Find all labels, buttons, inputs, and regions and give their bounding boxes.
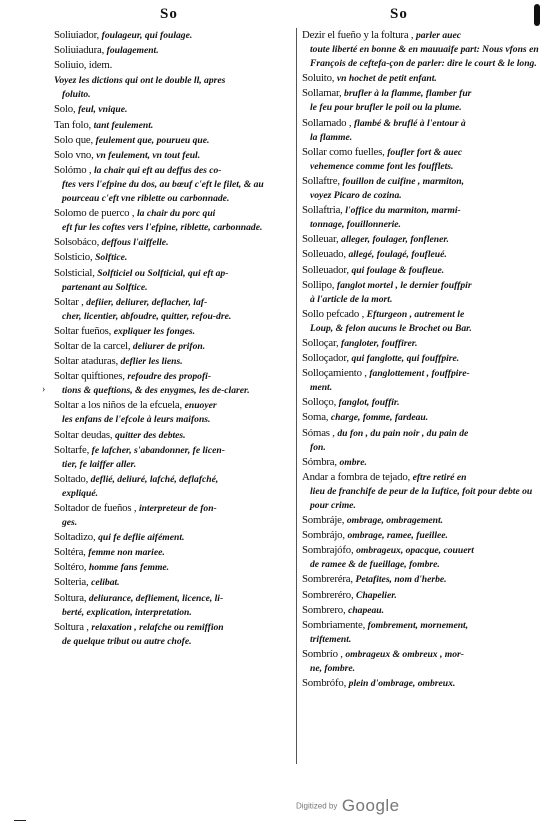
entry-continuation: eft fur les coftes vers l'efpine, riblette, carbonnade. bbox=[62, 222, 263, 234]
entry-headword: Sollo pefcado , bbox=[302, 307, 365, 320]
dictionary-entry bbox=[54, 428, 299, 443]
column-divider bbox=[296, 28, 297, 764]
dictionary-entry bbox=[302, 426, 547, 455]
entry-definition: vn feulement, vn tout feul. bbox=[96, 149, 201, 161]
entry-definition: refoudre des propofi- bbox=[127, 371, 212, 383]
entry-definition: ombrageux & ombreux , mor- bbox=[345, 648, 464, 660]
entry-headword: Sómbra, bbox=[302, 455, 337, 468]
dictionary-entry bbox=[302, 307, 547, 336]
entry-continuation: voyez Picaro de cozina. bbox=[310, 190, 402, 202]
dictionary-entry bbox=[54, 545, 299, 560]
entry-definition: qui fanglotte, qui fouffpire. bbox=[351, 353, 460, 365]
entry-headword: Solo que, bbox=[54, 133, 93, 146]
entry-headword: Soltura , bbox=[54, 620, 89, 633]
entry-headword: Soltéro, bbox=[54, 561, 87, 574]
entry-definition: qui foulage & foufleue. bbox=[351, 264, 445, 276]
entry-definition: l'office du marmiton, marmi- bbox=[345, 205, 461, 217]
dictionary-entry bbox=[54, 73, 299, 102]
dictionary-entry bbox=[302, 618, 547, 647]
dictionary-entry bbox=[54, 58, 299, 73]
entry-continuation: ges. bbox=[62, 517, 78, 529]
dictionary-entry bbox=[302, 174, 547, 203]
entry-headword: Soluito, bbox=[302, 72, 335, 85]
entry-continuation: Loup, & felon aucuns le Brochet ou Bar. bbox=[310, 322, 472, 334]
entry-definition: Solftice. bbox=[95, 252, 128, 264]
dictionary-entry bbox=[54, 443, 299, 472]
entry-continuation: tier, fe laiffer aller. bbox=[62, 458, 137, 470]
dictionary-entry bbox=[54, 398, 299, 427]
entry-headword: Sombrío , bbox=[302, 647, 343, 660]
dictionary-entry bbox=[54, 354, 299, 369]
entry-definition: fouillon de cuifine , marmiton, bbox=[342, 175, 465, 187]
entry-definition: expliquer les fonges. bbox=[113, 325, 196, 337]
entry-headword: Soltura, bbox=[54, 591, 87, 604]
dictionary-entry bbox=[54, 43, 299, 58]
entry-definition: feul, vnique. bbox=[78, 104, 128, 116]
entry-headword: Solloço, bbox=[302, 396, 337, 409]
entry-definition: quitter des debtes. bbox=[114, 429, 186, 441]
entry-definition: femme non mariee. bbox=[88, 547, 165, 559]
entry-continuation: de ramee & de fueillage, fombre. bbox=[310, 559, 440, 571]
entry-definition: fanglot mortel , le dernier fouffpir bbox=[336, 279, 472, 291]
entry-definition: fangloter, fouffirer. bbox=[341, 337, 418, 349]
entry-headword: Sombriamente, bbox=[302, 618, 366, 631]
dictionary-entry bbox=[54, 339, 299, 354]
dictionary-entry bbox=[302, 263, 547, 278]
dictionary-entry bbox=[54, 575, 299, 590]
dictionary-entry bbox=[302, 395, 547, 410]
entry-headword: Dezir el fueño y la foltura , bbox=[302, 29, 414, 41]
entry-definition: foulageur, qui foulage. bbox=[101, 30, 193, 41]
entry-definition: allegé, foulagé, foufleué. bbox=[348, 249, 447, 261]
entry-headword: Sombreréro, bbox=[302, 588, 354, 601]
entry-continuation: foluito. bbox=[62, 89, 91, 101]
entry-headword: Sombrero, bbox=[302, 603, 346, 616]
dictionary-entry bbox=[54, 266, 299, 295]
entry-headword: Sollaftria, bbox=[302, 204, 343, 217]
dictionary-entry bbox=[302, 203, 547, 232]
entry-headword: Solsticial, bbox=[54, 266, 95, 279]
entry-definition: ombrageux, opacque, couuert bbox=[356, 545, 474, 557]
entry-definition: ombrage, ramee, fueillee. bbox=[347, 530, 448, 542]
entry-continuation: ment. bbox=[310, 382, 333, 394]
dictionary-entry bbox=[302, 28, 547, 71]
dictionary-entry bbox=[302, 336, 547, 351]
dictionary-entry bbox=[54, 163, 299, 206]
entry-continuation: triftement. bbox=[310, 633, 352, 645]
entry-definition: homme fans femme. bbox=[88, 562, 170, 574]
entry-definition: flambé & bruflé à l'entour à bbox=[353, 117, 466, 129]
entry-definition: fe lafcher, s'abandonner, fe licen- bbox=[91, 444, 225, 456]
entry-definition: fanglot, fouffir. bbox=[338, 397, 400, 409]
entry-headword: Andar a fombra de tejado, bbox=[302, 470, 411, 483]
dictionary-entry bbox=[302, 470, 547, 513]
entry-headword: Soliuio, idem. bbox=[54, 59, 113, 72]
entry-headword: Soltar ataduras, bbox=[54, 355, 118, 368]
entry-continuation: lieu de franchife de peur de la Iuftice, foit pour debte ou pour crime. bbox=[310, 485, 533, 511]
entry-headword: Solleuar, bbox=[302, 233, 339, 246]
entry-definition: enuoyer bbox=[184, 400, 217, 412]
dictionary-entry bbox=[54, 235, 299, 250]
entry-definition: la chair qui eft au deffus des co- bbox=[93, 164, 222, 176]
entry-headword: Soltar deudas, bbox=[54, 428, 113, 441]
entry-continuation: les enfans de l'efcole à leurs maifons. bbox=[62, 414, 211, 426]
entry-definition: brufler à la flamme, flamber fur bbox=[344, 88, 472, 100]
entry-headword: Soliuiadura, bbox=[54, 44, 105, 57]
running-head-right: So bbox=[390, 6, 408, 22]
entry-definition: celibat. bbox=[91, 577, 120, 589]
dictionary-entry bbox=[54, 369, 299, 398]
entry-continuation: la flamme. bbox=[310, 131, 353, 143]
entry-headword: Solo, bbox=[54, 103, 76, 116]
dictionary-entry bbox=[302, 676, 547, 691]
dictionary-entry bbox=[54, 28, 299, 43]
entry-definition: plein d'ombrage, ombreux. bbox=[348, 678, 456, 690]
dictionary-entry bbox=[54, 472, 299, 501]
dictionary-entry bbox=[302, 588, 547, 603]
entry-headword: Solleuado, bbox=[302, 248, 346, 261]
dictionary-entry bbox=[54, 118, 299, 133]
entry-definition: foulagement. bbox=[106, 45, 159, 57]
entry-headword: Soma, bbox=[302, 411, 329, 424]
entry-definition: feulement que, pourueu que. bbox=[95, 134, 210, 146]
entry-headword: Solsobáco, bbox=[54, 236, 100, 249]
entry-definition: foufler fort & auec bbox=[387, 146, 463, 158]
entry-continuation: cher, licentier, abfoudre, quitter, refou-dre. bbox=[62, 310, 232, 322]
entry-headword: Sollaftre, bbox=[302, 174, 340, 187]
entry-headword: Solómo , bbox=[54, 163, 92, 176]
entry-headword: Solomo de puerco , bbox=[54, 207, 135, 220]
entry-headword: Sombrófo, bbox=[302, 677, 347, 690]
dictionary-entry bbox=[302, 455, 547, 470]
entry-definition: relaxation , relafche ou remiffion bbox=[91, 621, 224, 633]
right-column bbox=[302, 28, 547, 691]
entry-definition: Chapelier. bbox=[356, 589, 397, 601]
entry-continuation: partenant au Solftice. bbox=[62, 281, 148, 293]
dictionary-entry bbox=[54, 102, 299, 117]
entry-headword: Solsticio, bbox=[54, 251, 93, 264]
entry-continuation: tions & queftions, & des enygmes, les de-clarer. bbox=[62, 385, 250, 397]
dictionary-entry bbox=[54, 133, 299, 148]
entry-headword: Soltadizo, bbox=[54, 531, 96, 544]
dictionary-entry bbox=[302, 603, 547, 618]
entry-headword: Sómas , bbox=[302, 426, 335, 439]
entry-definition: deflié, deliuré, lafché, deflafché, bbox=[90, 473, 219, 485]
dictionary-entry bbox=[54, 206, 299, 235]
dictionary-entry bbox=[54, 530, 299, 545]
entry-headword: Soltar quiftiones, bbox=[54, 370, 125, 383]
dictionary-entry bbox=[302, 543, 547, 572]
dictionary-entry bbox=[54, 324, 299, 339]
entry-definition: la chair du porc qui bbox=[136, 208, 216, 220]
running-head-left: So bbox=[160, 6, 178, 22]
ink-blot-mark bbox=[534, 4, 540, 26]
dictionary-entry bbox=[302, 247, 547, 262]
entry-definition: interpreteur de fon- bbox=[138, 503, 217, 514]
entry-headword: Solloçador, bbox=[302, 352, 349, 365]
dictionary-entry bbox=[54, 295, 299, 324]
dictionary-entry bbox=[54, 591, 299, 620]
entry-definition: tant feulement. bbox=[93, 119, 154, 131]
google-logo: Google bbox=[341, 796, 400, 815]
entry-headword: Sollamar, bbox=[302, 87, 342, 100]
dictionary-entry bbox=[302, 513, 547, 528]
dictionary-entry bbox=[302, 86, 547, 115]
entry-definition: eftre retiré en bbox=[412, 471, 467, 483]
dictionary-entry bbox=[302, 366, 547, 395]
entry-headword: Solleuador, bbox=[302, 263, 349, 276]
entry-continuation: berté, explication, interpretation. bbox=[62, 606, 192, 618]
digitized-footer bbox=[296, 796, 400, 816]
entry-continuation: expliqué. bbox=[62, 487, 98, 499]
entry-definition: Efturgeon , autrement le bbox=[366, 308, 465, 320]
entry-definition: alleger, foulager, fonflener. bbox=[341, 234, 449, 246]
dictionary-entry bbox=[302, 232, 547, 247]
digitized-label: Digitized by bbox=[296, 801, 338, 811]
entry-headword: Soltar de la carcel, bbox=[54, 339, 131, 352]
entry-definition: Voyez les dictions qui ont le double ll, apres bbox=[54, 75, 226, 87]
entry-definition: ombrage, ombragement. bbox=[346, 515, 444, 527]
entry-definition: deliurance, defliement, licence, li- bbox=[88, 592, 224, 604]
entry-headword: Sombráje, bbox=[302, 514, 345, 527]
entry-headword: Soltéra, bbox=[54, 546, 86, 559]
entry-continuation: tonnage, fouillonnerie. bbox=[310, 219, 401, 231]
entry-definition: deliurer de prifon. bbox=[132, 340, 206, 352]
entry-headword: Soltado, bbox=[54, 472, 89, 485]
entry-headword: Solloçar, bbox=[302, 336, 339, 349]
entry-definition: chapeau. bbox=[348, 604, 385, 616]
entry-definition: fombrement, mornement, bbox=[367, 619, 469, 631]
entry-continuation: ne, fombre. bbox=[310, 663, 356, 675]
entry-headword: Soltar a los niños de la efcuela, bbox=[54, 399, 183, 412]
entry-definition: du fon , du pain noir , du pain de bbox=[337, 427, 469, 439]
dictionary-entry bbox=[302, 647, 547, 676]
dictionary-entry bbox=[54, 620, 299, 649]
entry-definition: fanglottement , fouffpire- bbox=[369, 368, 470, 380]
margin-mark: › bbox=[42, 384, 46, 395]
entry-headword: Sollipo, bbox=[302, 278, 335, 291]
dictionary-entry bbox=[302, 572, 547, 587]
entry-definition: vn hochet de petit enfant. bbox=[336, 73, 437, 85]
entry-headword: Soltarfe, bbox=[54, 443, 90, 456]
dictionary-entry bbox=[302, 278, 547, 307]
dictionary-entry bbox=[54, 250, 299, 265]
dictionary-entry bbox=[302, 351, 547, 366]
entry-headword: Tan folo, bbox=[54, 118, 92, 131]
left-column bbox=[54, 28, 299, 649]
dictionary-entry bbox=[302, 71, 547, 86]
dictionary-entry bbox=[302, 528, 547, 543]
dictionary-entry bbox=[302, 145, 547, 174]
entry-definition: defiier, deliurer, deflacher, laf- bbox=[86, 296, 208, 308]
dictionary-entry bbox=[302, 410, 547, 425]
entry-headword: Sombrajófo, bbox=[302, 544, 354, 557]
dictionary-entry bbox=[54, 501, 299, 530]
entry-headword: Soliuiador, bbox=[54, 29, 100, 41]
entry-headword: Sollamado , bbox=[302, 116, 352, 129]
entry-headword: Sombrájo, bbox=[302, 529, 345, 542]
entry-definition: ombre. bbox=[339, 456, 367, 468]
entry-definition: charge, fomme, fardeau. bbox=[330, 412, 429, 424]
entry-headword: Soltador de fueños , bbox=[54, 502, 137, 514]
entry-headword: Sombreréra, bbox=[302, 573, 353, 586]
entry-headword: Solloçamiento , bbox=[302, 367, 367, 380]
entry-continuation: fon. bbox=[310, 441, 326, 453]
entry-definition: Petafites, nom d'herbe. bbox=[355, 574, 447, 586]
margin-tick bbox=[14, 820, 26, 821]
entry-continuation: le feu pour brufler le poil ou la plume. bbox=[310, 102, 462, 114]
entry-headword: Solo vno, bbox=[54, 148, 94, 161]
entry-continuation: de quelque tribut ou autre chofe. bbox=[62, 635, 192, 647]
entry-continuation: à l'article de la mort. bbox=[310, 293, 393, 305]
entry-definition: qui fe deflie aifément. bbox=[98, 532, 185, 544]
dictionary-entry bbox=[54, 560, 299, 575]
dictionary-entry bbox=[54, 148, 299, 163]
entry-definition: deflier les liens. bbox=[120, 356, 183, 368]
entry-headword: Soltar , bbox=[54, 295, 84, 308]
entry-continuation: ftes vers l'efpine du dos, au bœuf c'eft le filet, & au pourceau c'eft vne riblette ou carbonnade. bbox=[62, 178, 264, 205]
entry-definition: deffous l'aiffelle. bbox=[101, 237, 169, 249]
entry-headword: Solteria, bbox=[54, 576, 89, 589]
entry-headword: Soltar fueños, bbox=[54, 324, 112, 337]
entry-definition: parler auec bbox=[416, 30, 462, 41]
entry-continuation: vehemence comme font les foufflets. bbox=[310, 160, 454, 172]
entry-headword: Sollar como fuelles, bbox=[302, 145, 385, 158]
entry-definition: Solfticiel ou Solfticial, qui eft ap- bbox=[97, 267, 229, 279]
dictionary-entry bbox=[302, 116, 547, 145]
entry-continuation: toute liberté en bonne & en mauuaife part: Nous vfons en François de ceftefa-çon de parler: dire le court & le long. bbox=[310, 44, 539, 70]
